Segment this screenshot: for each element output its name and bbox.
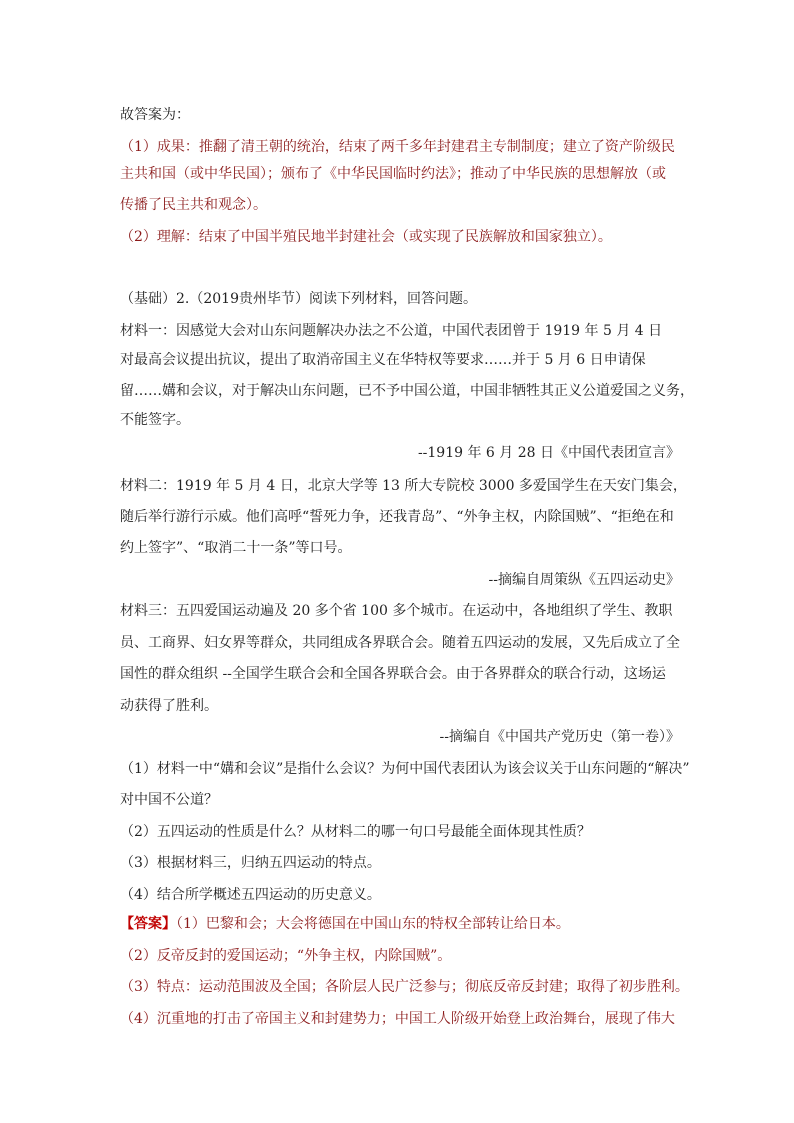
answer-label: 【答案】 [120,916,176,932]
material-one-line: 对最高会议提出抗议，提出了取消帝国主义在华特权等要求……并于 5 月 6 日申请保 [120,352,646,368]
question-item: （2）五四运动的性质是什么？从材料二的哪一句口号最能全面体现其性质？ [120,824,591,840]
question-header: （基础）2.（2019贵州毕节）阅读下列材料，回答问题。 [120,291,477,307]
material-two-line: 随后举行游行示威。他们高呼“誓死力争，还我青岛”、“外争主权，内除国贼”、“拒绝在和 [120,509,674,525]
answer-item: （3）特点：运动范围波及全国；各阶层人民广泛参与；彻底反帝反封建；取得了初步胜利。 [120,979,689,995]
answer-intro: 故答案为： [120,107,190,123]
material-one-line: 留……媾和会议，对于解决山东问题，已不予中国公道，中国非牺牲其正义公道爱国之义务， [120,383,694,399]
answer-row [120,914,570,934]
answer-item: （4）沉重地的打击了帝国主义和封建势力；中国工人阶级开始登上政治舞台，展现了伟大 [120,1011,675,1027]
question-item: 对中国不公道？ [120,792,218,808]
material-three-line: 材料三：五四爱国运动遍及 20 多个省 100 多个城市。在运动中，各地组织了学生、教职 [120,603,673,619]
material-three-line: 国性的群众组织 --全国学生联合会和全国各界联合会。由于各界群众的联合行动，这场运 [120,666,666,682]
question-item: （3）根据材料三，归纳五四运动的特点。 [120,855,381,871]
material-two-line: 材料二：1919 年 5 月 4 日，北京大学等 13 所大专院校 3000 多爱国学生在天安门集会， [120,478,687,494]
answer-item: （2）反帝反封的爱国运动；“外争主权，内除国贼”。 [120,948,452,964]
material-one-line: 材料一：因感觉大会对山东问题解决办法之不公道，中国代表团曾于 1919 年 5 月 4 日 [120,323,663,339]
answer-line: （1）成果：推翻了清王朝的统治，结束了两千多年封建君主专制制度；建立了资产阶级民 [120,139,675,155]
answer-item: （1）巴黎和会；大会将德国在中国山东的特权全部转让给日本。 [176,916,570,932]
answer-line: 传播了民主共和观念）。 [120,197,267,213]
question-item: （1）材料一中“媾和会议”是指什么会议？为何中国代表团认为该会议关于山东问题的“解决” [120,761,690,777]
answer-line: 主共和国（或中华民国）；颁布了《中华民国临时约法》；推动了中华民族的思想解放（或 [120,166,666,182]
answer-line: （2）理解：结束了中国半殖民地半封建社会（或实现了民族解放和国家独立）。 [120,229,612,245]
material-one-line: 不能签字。 [120,412,190,428]
material-three-line: 动获得了胜利。 [120,698,218,714]
material-two-source: --摘编自周策纵《五四运动史》 [488,572,680,588]
material-three-line: 员、工商界、妇女界等群众，共同组成各界联合会。随着五四运动的发展，又先后成立了全 [120,635,680,651]
material-three-source: --摘编自《中国共产党历史（第一卷）》 [439,729,680,745]
material-one-source: --1919 年 6 月 28 日《中国代表团宣言》 [417,445,680,461]
material-two-line: 约上签字”、“取消二十一条”等口号。 [120,540,352,556]
question-item: （4）结合所学概述五四运动的历史意义。 [120,887,381,903]
